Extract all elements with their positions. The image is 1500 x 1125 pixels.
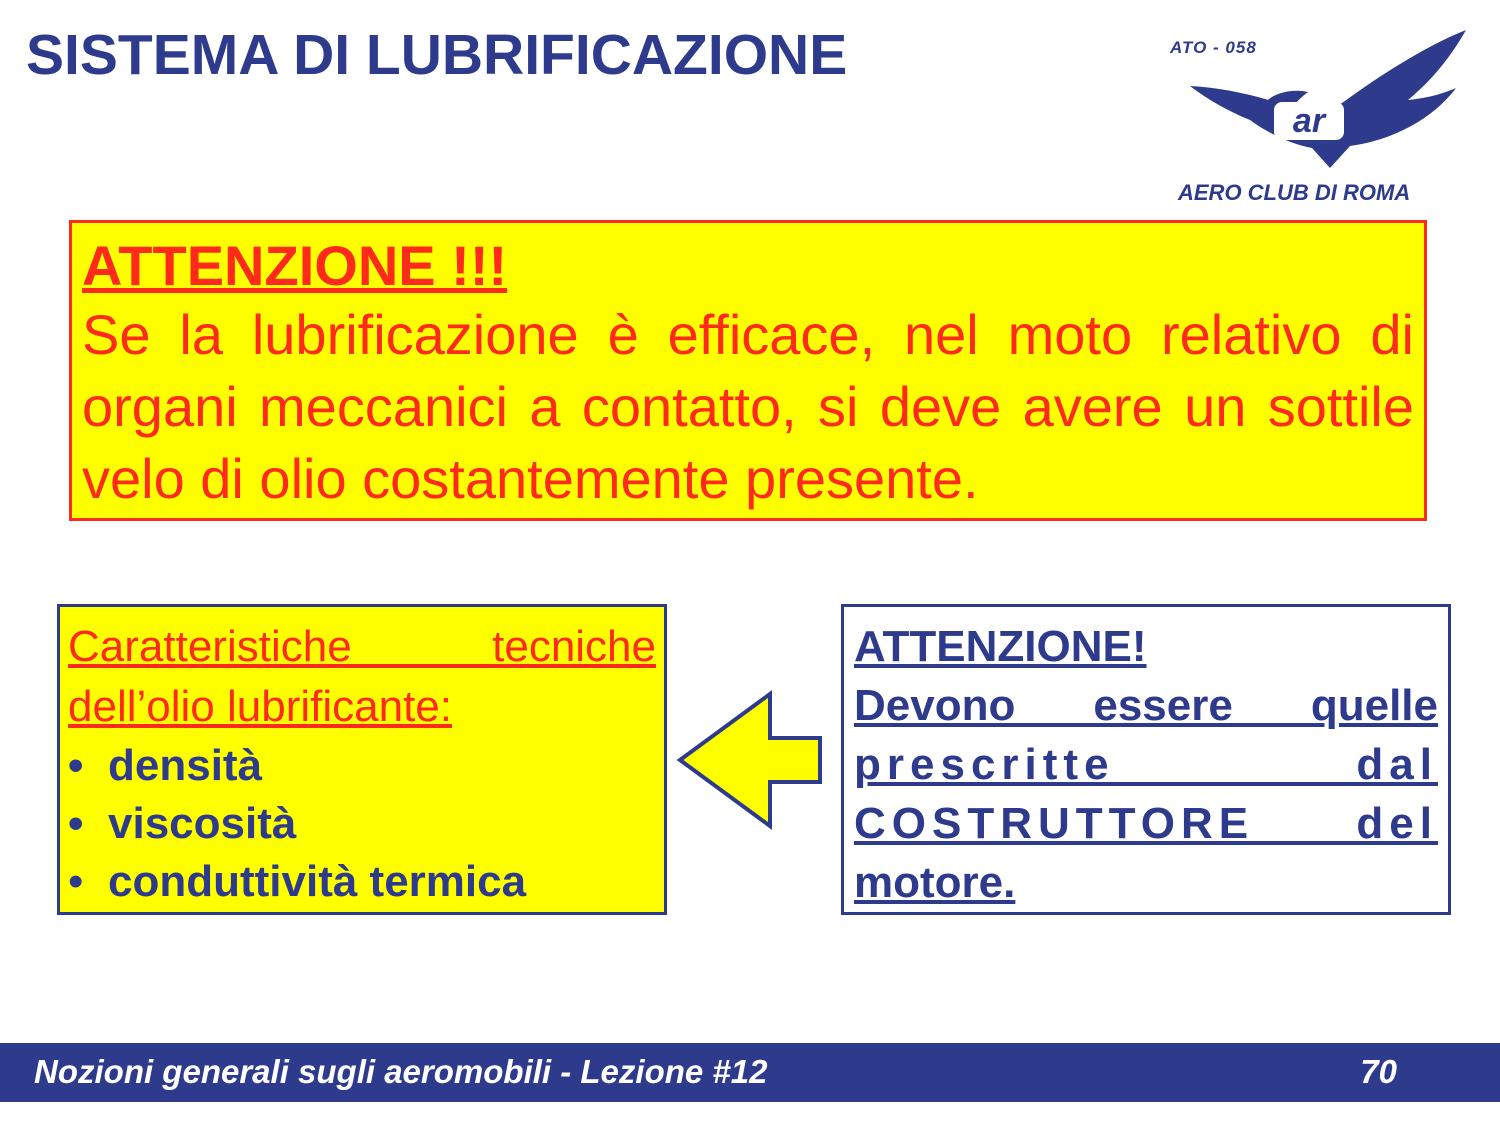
manufacturer-note-line: motore. [854,858,1016,907]
warning-text: Se la lubrificazione è efficace, nel moto relativo di organi meccanici a contatto, si deve avere un sottile velo di olio costantemente presente. [82,303,1414,510]
footer-course-title: Nozioni generali sugli aeromobili - Lezione #12 [34,1053,768,1090]
page-number: 70 [1360,1053,1397,1090]
oil-characteristics-box [57,604,667,915]
slide-title: SISTEMA DI LUBRIFICAZIONE [26,23,848,87]
list-item-label: densità [108,741,263,790]
characteristics-heading [68,617,656,737]
warning-heading: ATTENZIONE !!! [82,234,508,297]
svg-text:ar: ar [1292,102,1326,140]
logo-name: AERO CLUB DI ROMA [1178,180,1411,205]
manufacturer-note-line: Devono essere quelle [854,681,1438,730]
warning-box [69,220,1427,521]
manufacturer-note-box [841,604,1451,915]
footer-bar [0,1043,1500,1102]
bullet-icon: • [68,799,84,848]
characteristics-heading-line1: Caratteristiche tecniche [68,622,656,671]
manufacturer-note-heading: ATTENZIONE! [854,622,1147,671]
list-item [68,853,656,911]
arrow-left-icon [676,690,826,830]
list-item [68,737,656,795]
manufacturer-note-line: prescritte dal [854,740,1438,789]
characteristics-heading-line2: dell’olio lubrificante: [68,682,452,731]
logo-code: ATO - 058 [1170,38,1257,57]
bullet-icon: • [68,857,84,906]
list-item-label: conduttività termica [108,857,527,906]
manufacturer-note-line: COSTRUTTORE del [854,799,1438,848]
bullet-icon: • [68,741,84,790]
aero-club-logo [1170,28,1480,208]
list-item [68,795,656,853]
characteristics-list [68,737,656,911]
list-item-label: viscosità [108,799,297,848]
